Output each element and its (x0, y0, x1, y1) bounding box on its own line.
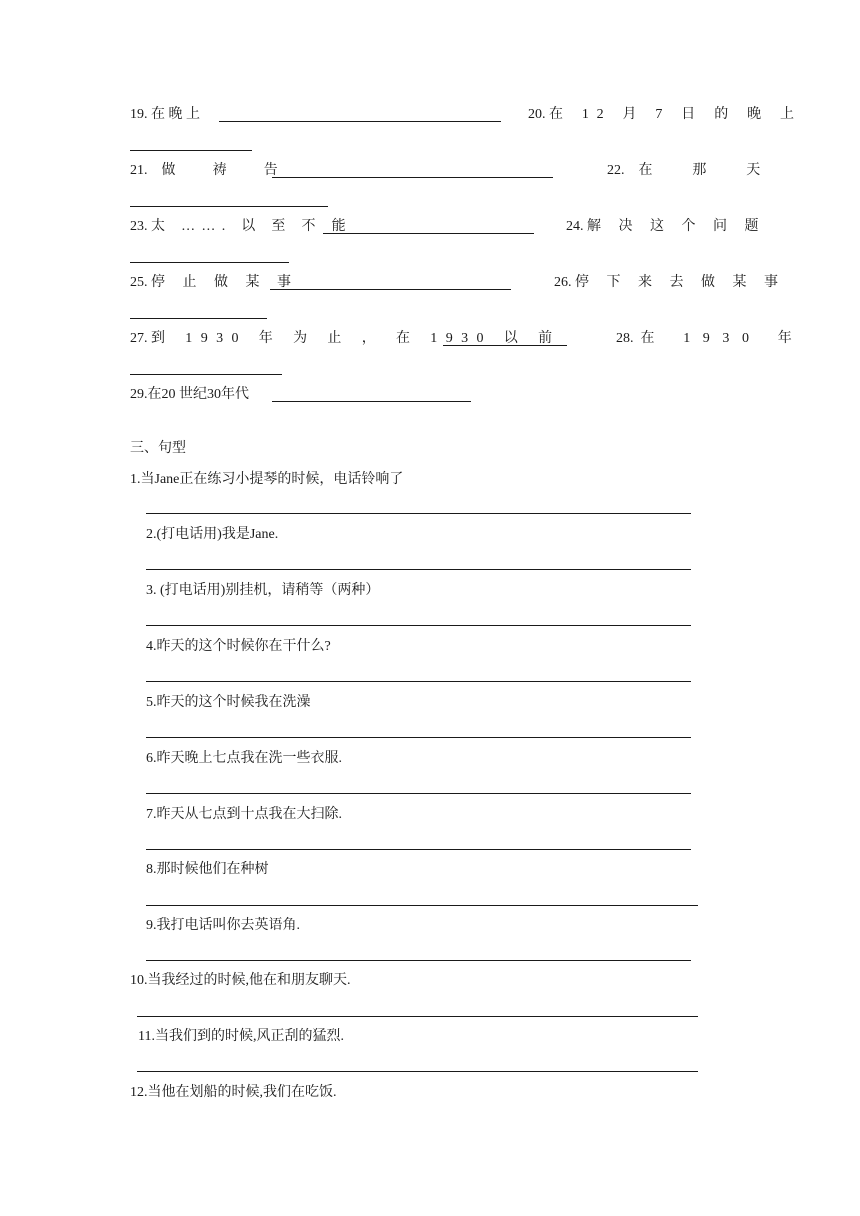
answer-blank-19[interactable] (219, 121, 501, 122)
sentence-5: 5.昨天的这个时候我在洗澡 (146, 695, 311, 710)
item-number: 22. (607, 163, 625, 178)
vocab-item-21 (130, 162, 295, 180)
item-text: 在 1930 年 (640, 331, 805, 346)
answer-line-1[interactable] (146, 513, 691, 514)
sentence-2: 2.(打电话用)我是Jane. (146, 527, 279, 542)
vocab-item-28 (616, 330, 804, 348)
item-number: 20. (528, 107, 546, 122)
vocab-item-20 (528, 106, 802, 124)
sentence-12: 12.当他在划船的时候,我们在吃饭. (130, 1085, 337, 1100)
sentence-6: 6.昨天晚上七点我在洗一些衣服. (146, 751, 342, 766)
item-text: 解 决 这 个 问 题 (587, 219, 766, 234)
item-text: 在 晚 上 (151, 107, 200, 122)
answer-blank-21[interactable] (272, 177, 553, 178)
sentence-11: 11.当我们到的时候,风正刮的猛烈. (138, 1029, 344, 1044)
sentence-1: 1.当Jane正在练习小提琴的时候，电话铃响了 (130, 472, 404, 487)
answer-line-9[interactable] (146, 960, 691, 961)
answer-line-3[interactable] (146, 625, 691, 626)
answer-line-5[interactable] (146, 737, 691, 738)
answer-line-2[interactable] (146, 569, 691, 570)
vocab-item-24 (566, 218, 766, 236)
vocab-item-22 (607, 162, 779, 180)
vocab-item-26 (554, 274, 785, 292)
answer-line-10[interactable] (137, 1016, 698, 1017)
sentence-9: 9.我打电话叫你去英语角. (146, 918, 300, 933)
item-number: 23. (130, 219, 148, 234)
vocab-item-29 (130, 386, 249, 404)
item-text: 在 那 天 (638, 163, 779, 178)
vocab-item-23 (130, 218, 352, 236)
answer-blank-26[interactable] (130, 318, 267, 319)
answer-line-6[interactable] (146, 793, 691, 794)
item-text: 做 祷 告 (161, 163, 295, 178)
answer-blank-29[interactable] (272, 401, 471, 402)
item-number: 25. (130, 275, 148, 290)
item-number: 29. (130, 387, 148, 402)
sentence-8: 8.那时候他们在种树 (146, 862, 269, 877)
answer-blank-27[interactable] (443, 345, 567, 346)
answer-blank-22[interactable] (130, 206, 328, 207)
answer-blank-25[interactable] (270, 289, 511, 290)
answer-blank-23[interactable] (323, 233, 534, 234)
item-number: 19. (130, 107, 148, 122)
item-number: 26. (554, 275, 572, 290)
section-title: 三、句型 (130, 441, 186, 456)
item-number: 24. (566, 219, 584, 234)
answer-line-8[interactable] (146, 905, 698, 906)
sentence-3: 3. (打电话用)别挂机，请稍等（两种） (146, 583, 380, 598)
sentence-10: 10.当我经过的时候,他在和朋友聊天. (130, 973, 351, 988)
item-text: 到 1930 年 为 止 ， 在 1930 以 前 (151, 331, 561, 346)
vocab-item-19 (130, 106, 200, 124)
item-text: 在20 世纪30年代 (147, 387, 249, 402)
answer-blank-28[interactable] (130, 374, 282, 375)
item-text: 在 12 月 7 日 的 晚 上 (549, 107, 802, 122)
sentence-4: 4.昨天的这个时候你在干什么? (146, 639, 331, 654)
item-text: 停 下 来 去 做 某 事 (575, 275, 785, 290)
answer-blank-24[interactable] (130, 262, 289, 263)
answer-line-11[interactable] (137, 1071, 698, 1072)
answer-blank-20[interactable] (130, 150, 252, 151)
sentence-7: 7.昨天从七点到十点我在大扫除. (146, 807, 342, 822)
item-number: 21. (130, 163, 148, 178)
answer-line-4[interactable] (146, 681, 691, 682)
answer-line-7[interactable] (146, 849, 691, 850)
item-number: 27. (130, 331, 148, 346)
item-number: 28. (616, 331, 634, 346)
item-text: 停 止 做 某 事 (151, 275, 298, 290)
item-text: 太 ……. 以 至 不 能 (151, 219, 352, 234)
